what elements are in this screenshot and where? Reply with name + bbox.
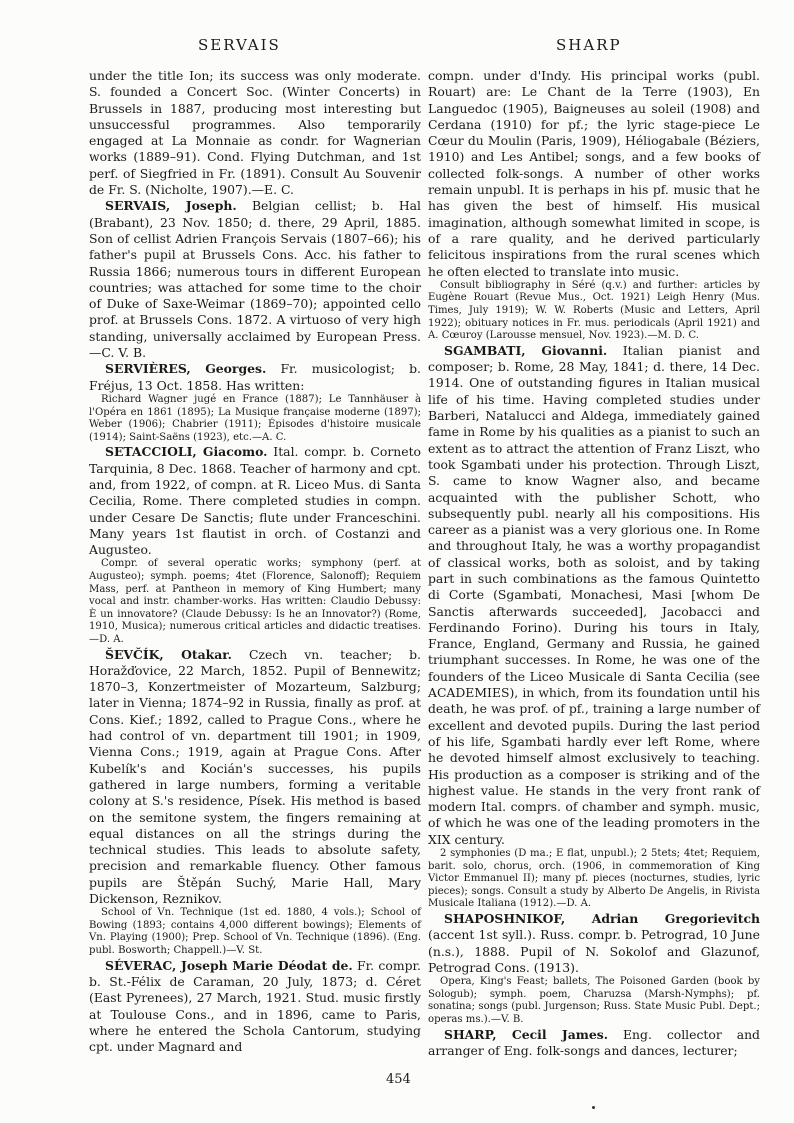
entry-headword: ŠEVČÍK, Otakar. — [105, 646, 232, 662]
entry-headword: SERVIÈRES, Georges. — [105, 361, 267, 377]
speck — [592, 1106, 595, 1109]
entry-headword: SERVAIS, Joseph. — [105, 198, 237, 214]
continued-text: compn. under d'Indy. His principal works (publ. Rouart) are: Le Chant de la Terre (1903), En Languedoc (1905), Baigneuses au soleil (1908) and Cerdana (1910) for pf.; the lyric stage-piece Le Cœur du Moulin (Paris, 1909), Héliogabale (Béziers, 1910) and Les Antibel; songs, and a few books of collected folk-songs. A number of other works remain unpubl. It is perhaps in his pf. music that he has given the best of himself. His musical imagination, although somewhat limited in scope, is of a rare quality, and he derived particularly felicitous inspirations from the rural scenes which he often elected to translate into music. — [428, 68, 760, 279]
entry-text: Fr. compr. b. St.-Félix de Caraman, 20 July, 1873; d. Céret (East Pyrenees), 27 March, 1921. Stud. music firstly at Toulouse Cons., and in 1896, came to Paris, where he entered the Schola Cantorum, studying cpt. under Magnard and — [89, 957, 421, 1055]
dictionary-entry — [428, 911, 760, 976]
entry-text: Czech vn. teacher; b. Horažďovice, 22 March, 1852. Pupil of Bennewitz; 1870–3, Konzertmeister of Mozarteum, Salzburg; later in Vienna; 1874–92 in Russia, finally as prof. at Cons. Kief.; 1892, called to Prague Cons., where he had control of vn. department till 1901; in 1909, Vienna Cons.; 1919, again at Prague Cons. After Kubelík's and Kocián's successes, his pupils gathered in large numbers, forming a veritable colony at S.'s residence, Písek. His method is based on the semitone system, the fingers remaining at equal distances on all the strings during the technical studies. This leads to absolute safety, precision and remarkable fluency. Other famous pupils are Štěpán Suchý, Marie Hall, Mary Dickenson, Reznikov. — [89, 646, 421, 906]
entry-text: Fr. musicologist; b. Fréjus, 13 Oct. 1858. Has written: — [89, 361, 421, 393]
dictionary-entry — [428, 343, 760, 848]
works-list: School of Vn. Technique (1st ed. 1880, 4 vols.); School of Bowing (1893; contains 4,000 different bowings); Elements of Vn. Playing (1900); Prep. School of Vn. Technique (1896). (Eng. publ. Bosworth; Chappell.)—V. St. — [89, 907, 421, 957]
dictionary-entry — [89, 444, 421, 558]
running-head-right: SHARP — [556, 36, 622, 54]
right-column — [428, 68, 760, 1059]
entry-text: Italian pianist and composer; b. Rome, 28 May, 1841; d. there, 14 Dec. 1914. One of outstanding figures in Italian musical life of his time. Having completed studies under Barberi, Natalucci and Aldega, immediately gained fame in Rome by his qualities as a pianist to such an extent as to attract the attention of Franz Liszt, who took Sgambati under his protection. Through Liszt, S. came to know Wagner also, and became acquainted with the publisher Schott, who subsequently publ. nearly all his compositions. His career as a pianist was a very glorious one. In Rome and throughout Italy, he was a worthy propagandist of classical works, both as soloist, and by taking part in such combinations as the famous Quintetto di Corte (Sgambati, Monachesi, Masi [whom De Sanctis afterwards succeeded], Jacobacci and Ferdinando Forino). During his tours in Italy, France, England, Germany and Russia, he gained triumphant successes. In Rome, he was one of the founders of the Liceo Musicale di Santa Cecilia (see ACADEMIES), in which, from its foundation until his death, he was prof. of pf., training a large number of excellent and devoted pupils. During the last period of his life, Sgambati hardly ever left Rome, where he devoted himself almost exclusively to teaching. His production as a composer is striking and of the highest value. He stands in the very front rank of modern Ital. comprs. of chamber and symph. music, of which he was one of the leading promoters in the XIX century. — [428, 342, 761, 847]
entry-text: Ital. compr. b. Corneto Tarquinia, 8 Dec. 1868. Teacher of harmony and cpt. and, from 1922, of compn. at R. Liceo Mus. di Santa Cecilia, Rome. There completed studies in compn. under Cesare De Sanctis; flute under Franceschini. Many years 1st flautist in orch. of Costanzi and Augusteo. — [89, 444, 422, 558]
works-list: Consult bibliography in Séré (q.v.) and further: articles by Eugène Rouart (Revue Mus., Oct. 1921) Leigh Henry (Mus. Times, July 1919); W. W. Roberts (Music and Letters, April 1922); obituary notices in Fr. mus. periodicals (April 1921) and A. Cœuroy (Larousse mensuel, Nov. 1923).—M. D. C. — [428, 279, 760, 342]
dictionary-entry — [89, 198, 421, 361]
dictionary-entry — [89, 647, 421, 908]
works-list: Compr. of several operatic works; symphony (perf. at Augusteo); symph. poems; 4tet (Florence, Salonoff); Requiem Mass, perf. at Pantheon in memory of King Humbert; many vocal and instr. chamber-works. Has written: Claudio Debussy: È un innovatore? (Claude Debussy: Is he an Innovator?) (Rome, 1910, Musica); numerous critical articles and didactic treatises.—D. A. — [89, 558, 421, 645]
works-list: Opera, King's Feast; ballets, The Poisoned Garden (book by Sologub); symph. poem, Charuzsa (Marsh-Nymphs); pf. sonatina; songs (publ. Jurgenson; Russ. State Music Publ. Dept.; operas ms.).—V. B. — [428, 976, 760, 1025]
entry-headword: SHARP, Cecil James. — [444, 1026, 609, 1042]
left-column — [89, 68, 421, 1055]
entry-text: Eng. collector and arranger of Eng. folk-songs and dances, lecturer; — [428, 1026, 760, 1058]
dictionary-entry — [89, 958, 421, 1056]
works-list: Richard Wagner jugé en France (1887); Le Tannhäuser à l'Opéra en 1861 (1895); La Musique française moderne (1897); Weber (1906); Chabrier (1911); Épisodes d'histoire musicale (1914); Saint-Saëns (1923), etc.—A. C. — [89, 393, 421, 443]
entry-headword: SGAMBATI, Giovanni. — [444, 342, 608, 358]
entry-headword: SÉVERAC, Joseph Marie Déodat de. — [105, 957, 353, 973]
entry-text: Belgian cellist; b. Hal (Brabant), 23 Nov. 1850; d. there, 29 April, 1885. Son of cellist Adrien François Servais (1807–66); his father's pupil at Brussels Cons. Acc. his father to Russia 1866; numerous tours in different European countries; was attached for some time to the choir of Duke of Saxe-Weimar (1869–70); appointed cello prof. at Brussels Cons. 1872. A virtuoso of very high standing, universally acclaimed by European Press.—C. V. B. — [89, 198, 421, 361]
entry-headword: SETACCIOLI, Giacomo. — [105, 444, 268, 460]
dictionary-entry — [89, 361, 421, 394]
entry-text: (accent 1st syll.). Russ. compr. b. Petrograd, 10 June (n.s.), 1888. Pupil of N. Sokolof and Glazunof, Petrograd Cons. (1913). — [428, 927, 760, 975]
running-head-left: SERVAIS — [198, 36, 281, 54]
works-list: 2 symphonies (D ma.; E flat, unpubl.); 2 5tets; 4tet; Requiem, barit. solo, chorus, orch. (1906, in commemoration of King Victor Emmanuel II); many pf. pieces (nocturnes, studies, lyric pieces); songs. Consult a study by Alberto De Angelis, in Rivista Musicale Italiana (1912).—D. A. — [428, 848, 760, 910]
page-number: 454 — [386, 1072, 411, 1087]
dictionary-entry — [428, 1027, 760, 1060]
entry-headword: SHAPOSHNIKOF, Adrian Gregorievitch — [444, 911, 760, 926]
continued-text: under the title Ion; its success was only moderate. S. founded a Concert Soc. (Winter Concerts) in Brussels in 1887, producing most interesting but unsuccessful programmes. Also temporarily engaged at La Monnaie as condr. for Wagnerian works (1889–91). Cond. Flying Dutchman, and 1st perf. of Siegfried in Fr. (1891). Consult Au Souvenir de Fr. S. (Nicholte, 1907).—E. C. — [89, 68, 421, 198]
